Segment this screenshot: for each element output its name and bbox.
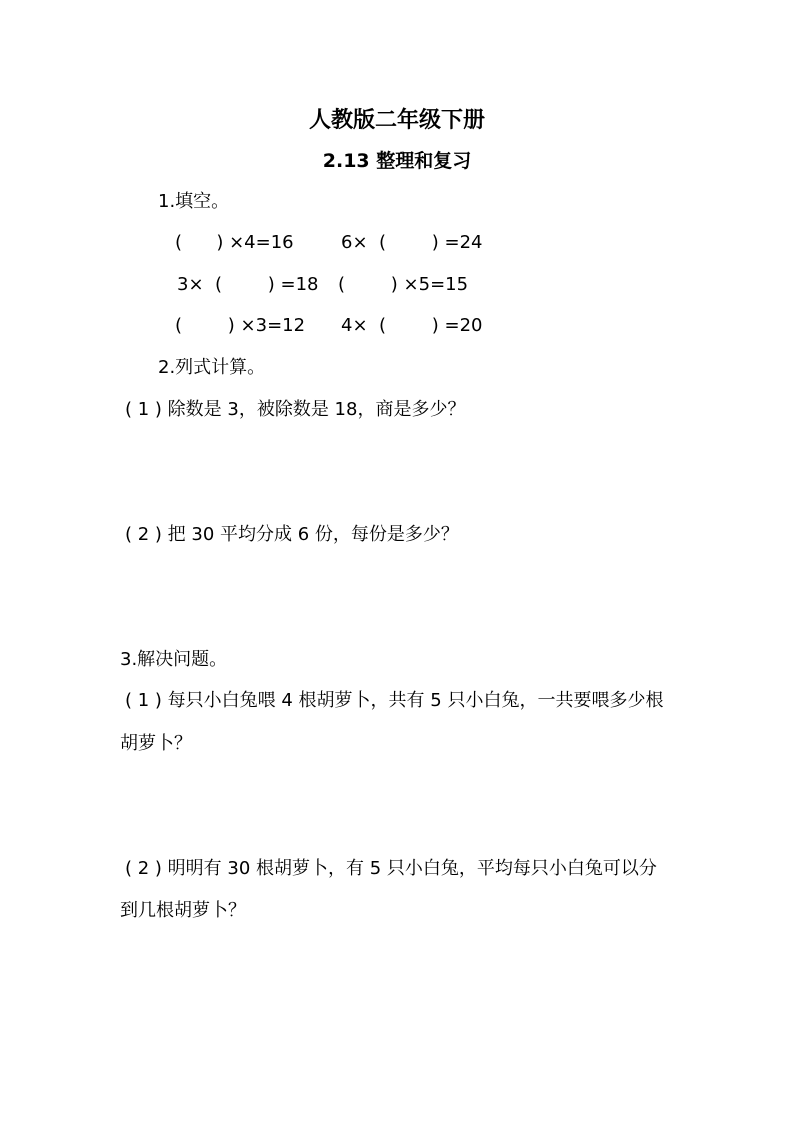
- section-3-question-2-line-2: 到几根胡萝卜？: [120, 900, 246, 921]
- page-subtitle: 2.13 整理和复习: [322, 150, 472, 172]
- equation-row-3-right: 4× ( ) =20: [341, 315, 483, 336]
- page-title: 人教版二年级下册: [308, 108, 485, 133]
- equation-row-2-right: ( ) ×5=15: [338, 274, 469, 295]
- section-3-question-2-line-1: ( 2 ) 明明有 30 根胡萝卜，有 5 只小白兔，平均每只小白兔可以分: [125, 858, 657, 879]
- section-3-question-1-line-2: 胡萝卜？: [120, 733, 192, 754]
- section-1-heading: 1.填空。: [158, 191, 230, 212]
- equation-row-1-right: 6× ( ) =24: [341, 232, 483, 253]
- section-2-question-1: ( 1 ) 除数是 3，被除数是 18，商是多少？: [125, 399, 466, 420]
- equation-row-3-left: ( ) ×3=12: [175, 315, 306, 336]
- equation-row-2-left: 3× ( ) =18: [177, 274, 319, 295]
- section-3-heading: 3.解决问题。: [120, 649, 228, 670]
- equation-row-1-left: ( ) ×4=16: [175, 232, 294, 253]
- section-3-question-1-line-1: ( 1 ) 每只小白兔喂 4 根胡萝卜，共有 5 只小白兔，一共要喂多少根: [125, 690, 664, 711]
- section-2-heading: 2.列式计算。: [158, 357, 266, 378]
- section-2-question-2: ( 2 ) 把 30 平均分成 6 份，每份是多少？: [125, 524, 459, 545]
